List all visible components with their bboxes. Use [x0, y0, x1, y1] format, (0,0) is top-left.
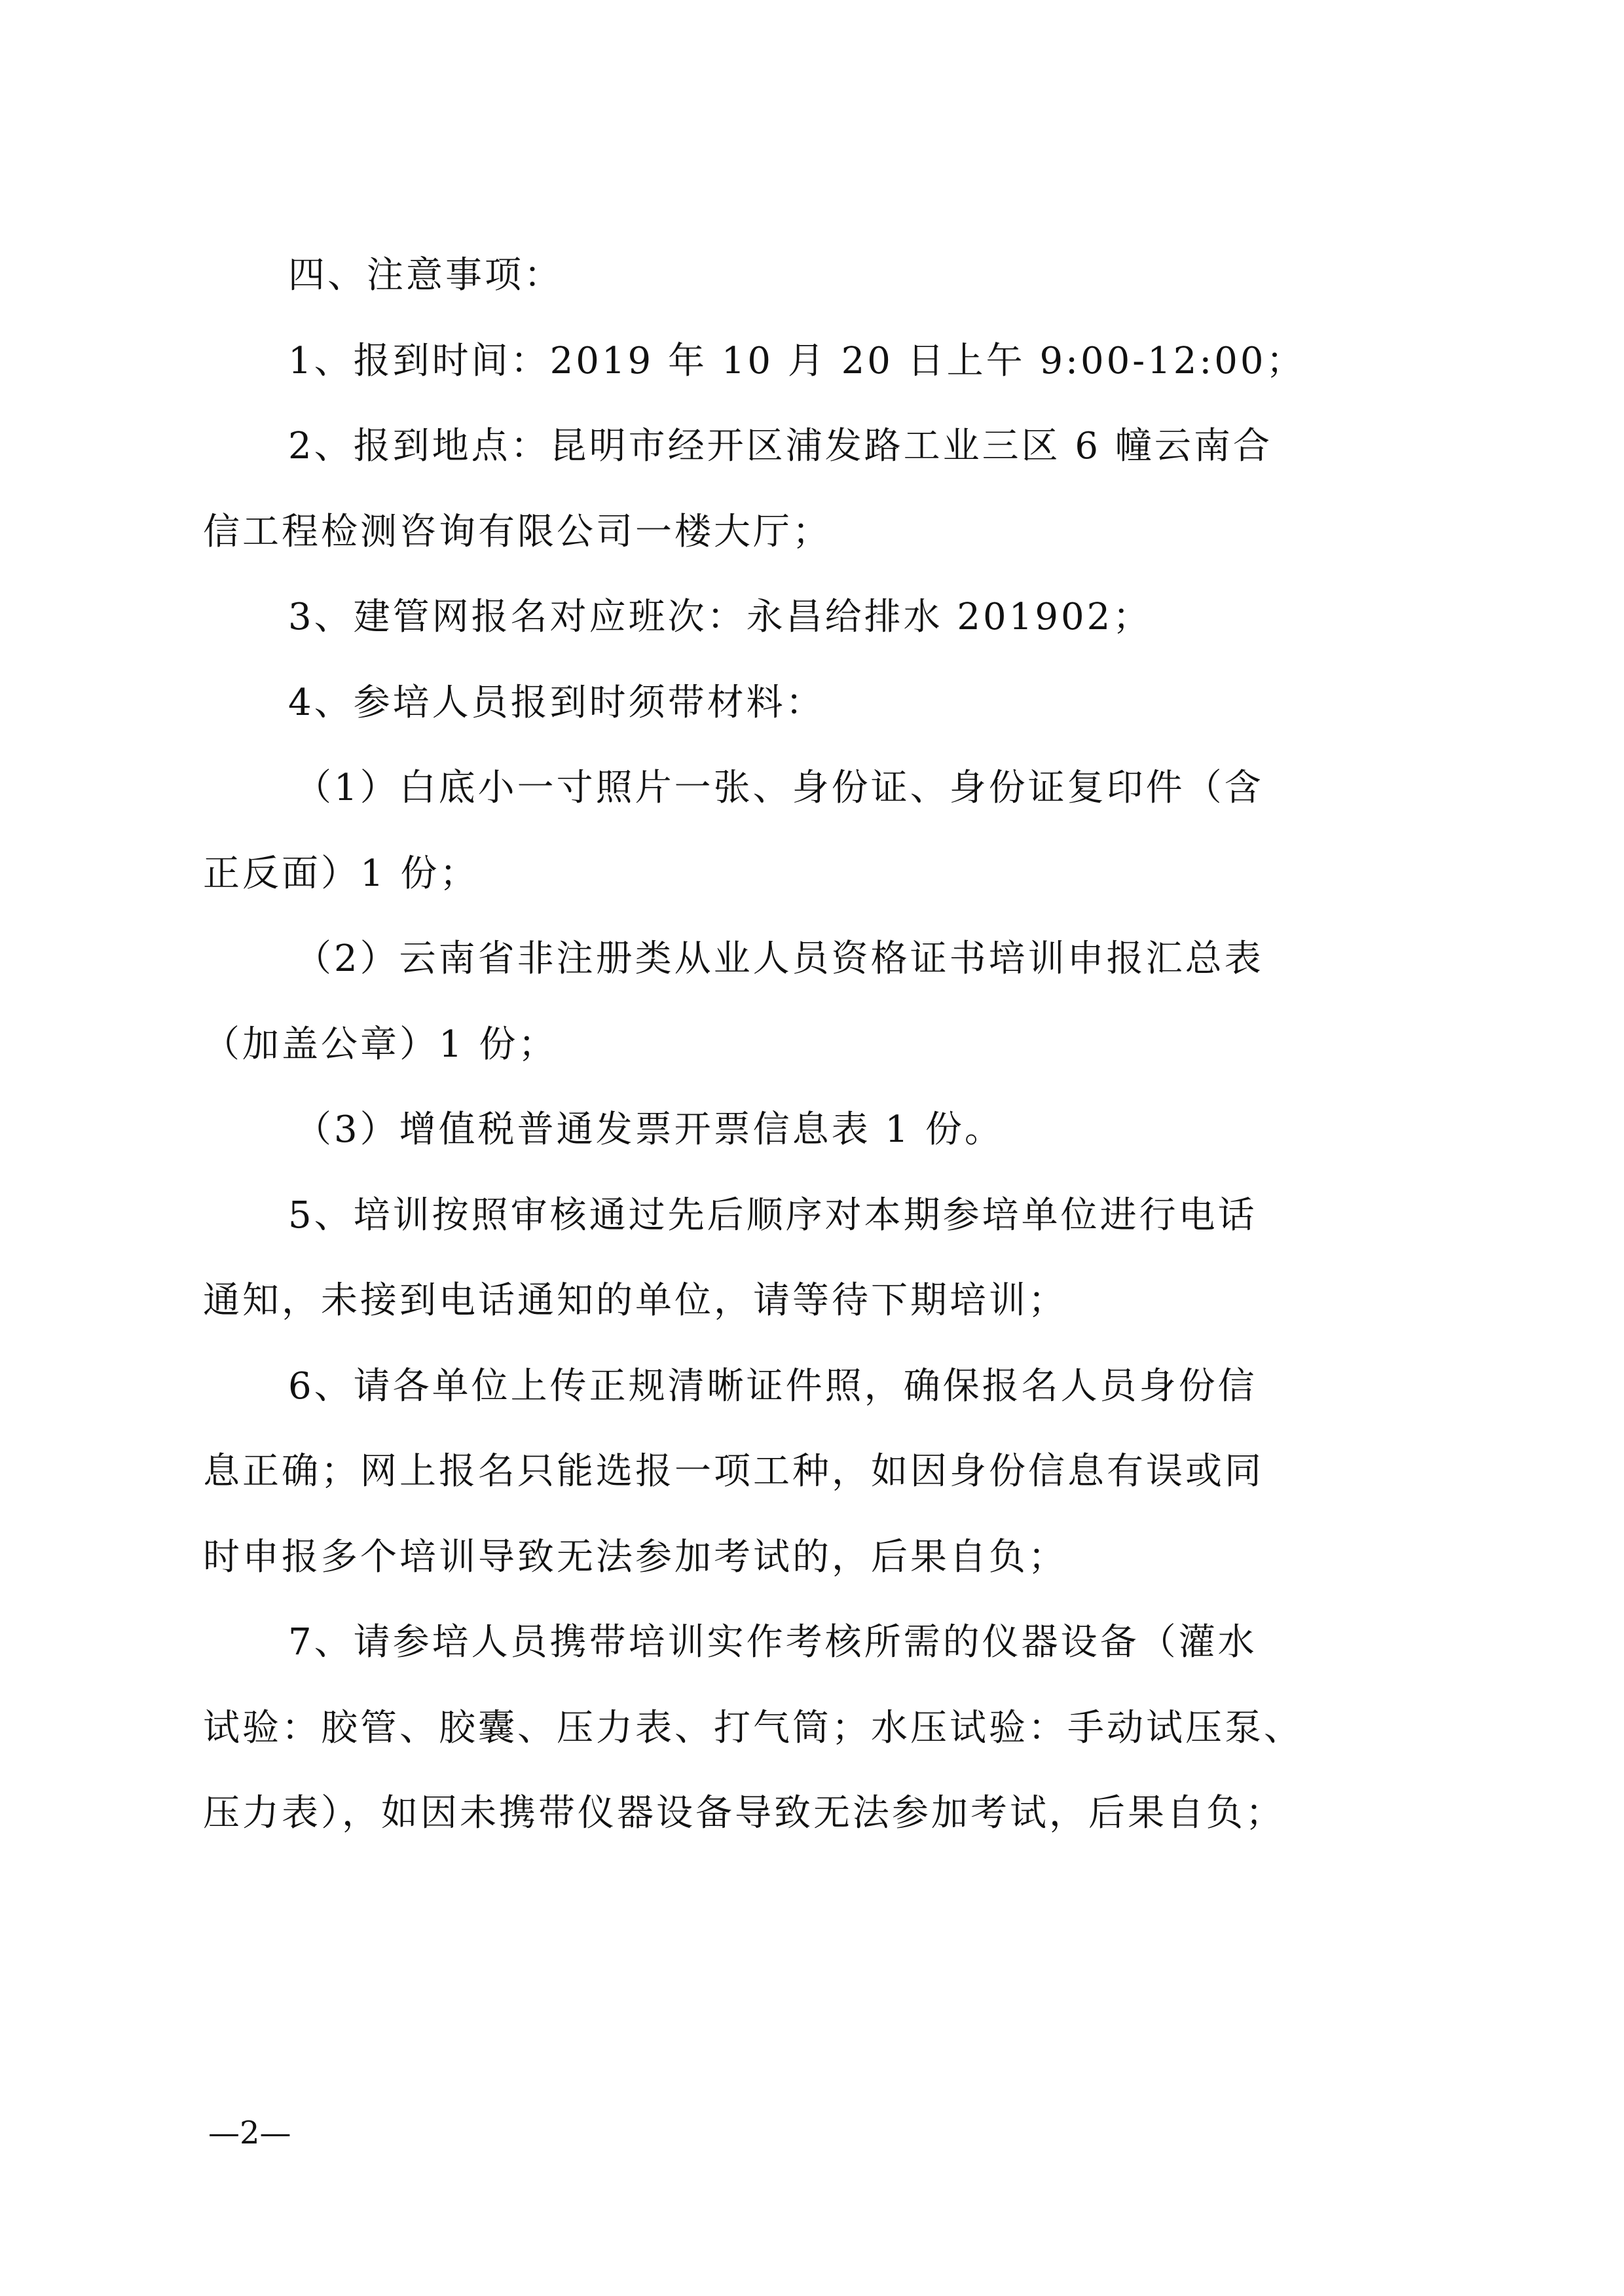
- paragraph-line: 4、参培人员报到时须带材料：: [288, 681, 825, 724]
- paragraph-line: 正反面）1 份；: [203, 852, 479, 895]
- section-heading: 四、注意事项：: [288, 254, 563, 297]
- paragraph-line: 3、建管网报名对应班次：永昌给排水 201902；: [288, 596, 1153, 638]
- paragraph-line: 通知，未接到电话通知的单位，请等待下期培训；: [203, 1279, 1067, 1322]
- paragraph-line: 压力表），如因未携带仪器设备导致无法参加考试，后果自负；: [203, 1792, 1285, 1834]
- paragraph-line: 信工程检测咨询有限公司一楼大厅；: [203, 510, 832, 553]
- paragraph-line: 时申报多个培训导致无法参加考试的，后果自负；: [203, 1535, 1067, 1578]
- paragraph-line: （3）增值税普通发票开票信息表 1 份。: [295, 1108, 1004, 1151]
- page-number: —2—: [208, 2115, 291, 2151]
- paragraph-line: 1、报到时间：2019 年 10 月 20 日上午 9:00-12:00；: [288, 339, 1306, 382]
- document-body: [203, 233, 1375, 1857]
- paragraph-line: 7、请参培人员携带培训实作考核所需的仪器设备（灌水: [288, 1621, 1257, 1664]
- paragraph-line: （1）白底小一寸照片一张、身份证、身份证复印件（含: [295, 767, 1264, 809]
- paragraph-line: （2）云南省非注册类从业人员资格证书培训申报汇总表: [295, 938, 1264, 980]
- paragraph-line: 试验：胶管、胶囊、压力表、打气筒；水压试验：手动试压泵、: [203, 1706, 1303, 1749]
- paragraph-line: 6、请各单位上传正规清晰证件照，确保报名人员身份信: [288, 1364, 1257, 1408]
- paragraph-line: （加盖公章）1 份；: [203, 1023, 558, 1066]
- paragraph-line: 2、报到地点：昆明市经开区浦发路工业三区 6 幢云南合: [288, 425, 1272, 467]
- paragraph-line: 5、培训按照审核通过先后顺序对本期参培单位进行电话: [288, 1194, 1257, 1237]
- paragraph-line: 息正确；网上报名只能选报一项工种，如因身份信息有误或同: [203, 1450, 1264, 1493]
